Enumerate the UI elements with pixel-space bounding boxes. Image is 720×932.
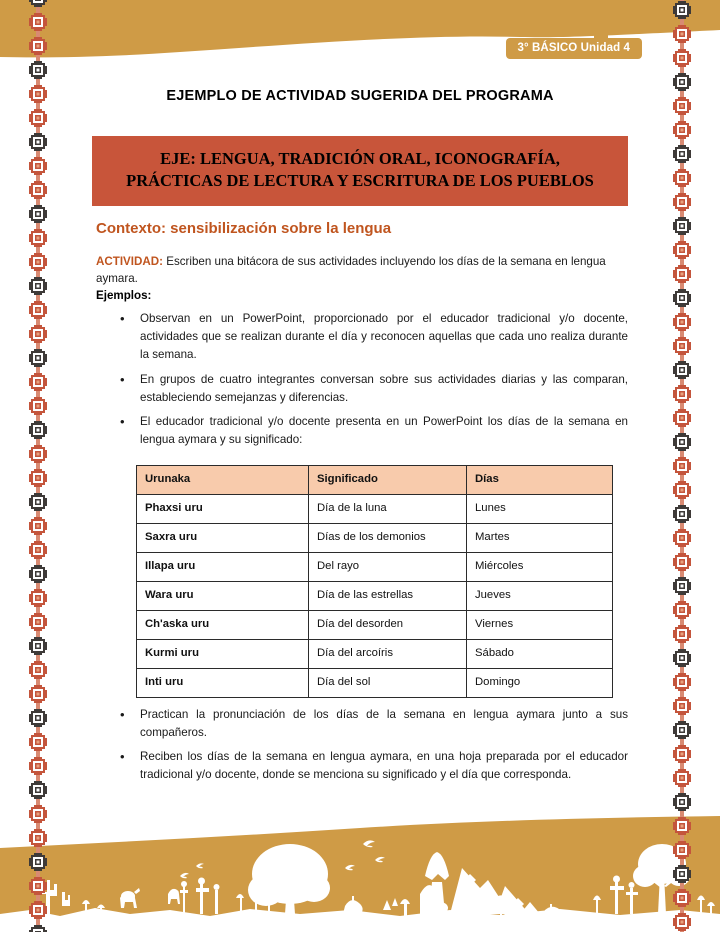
eje-banner: [92, 136, 628, 206]
cell-day: Miércoles: [467, 552, 613, 581]
table-row: [137, 494, 613, 523]
cell-meaning: Día de la luna: [309, 494, 467, 523]
list-item: • Reciben los días de la semana en lengua aymara, en una hoja preparada por el educador tradicional y/o docente, donde se menciona su significado y el día que corresponda.: [118, 748, 628, 784]
cell-day: Jueves: [467, 581, 613, 610]
days-of-week-table: [136, 465, 613, 698]
cell-day: Sábado: [467, 639, 613, 668]
cell-term: Ch'aska uru: [137, 610, 309, 639]
activity-text: Escriben una bitácora de sus actividades incluyendo los días de la semana en lengua aymara.: [96, 254, 606, 285]
bullet-list-before-table: [118, 310, 628, 449]
table-row: [137, 639, 613, 668]
cell-meaning: Días de los demonios: [309, 523, 467, 552]
cell-day: Domingo: [467, 668, 613, 697]
column-header-urunaka: Urunaka: [137, 465, 309, 494]
footer-landscape-scene: [0, 806, 720, 932]
cell-day: Martes: [467, 523, 613, 552]
cell-day: Viernes: [467, 610, 613, 639]
column-header-dias: Días: [467, 465, 613, 494]
table-row: [137, 552, 613, 581]
cell-meaning: Día de las estrellas: [309, 581, 467, 610]
cell-term: Saxra uru: [137, 523, 309, 552]
table-row: [137, 610, 613, 639]
footer-decorative-band: [0, 806, 720, 932]
eje-banner-line2: PRÁCTICAS DE LECTURA Y ESCRITURA DE LOS PUEBLOS: [126, 171, 594, 191]
table-row: [137, 581, 613, 610]
list-item: • El educador tradicional y/o docente presenta en un PowerPoint los días de la semana en lengua aymara y su significado:: [118, 413, 628, 449]
activity-paragraph: [96, 253, 624, 288]
list-item: • Practican la pronunciación de los días de la semana en lengua aymara junto a sus compañeros.: [118, 706, 628, 742]
cell-term: Kurmi uru: [137, 639, 309, 668]
cell-meaning: Del rayo: [309, 552, 467, 581]
eje-banner-line1: EJE: LENGUA, TRADICIÓN ORAL, ICONOGRAFÍA,: [160, 149, 560, 168]
table-header-row: [137, 465, 613, 494]
examples-label: Ejemplos:: [96, 289, 152, 303]
list-item: • Observan en un PowerPoint, proporcionado por el educador tradicional y/o docente, actividades que se realizan durante el día y reconocen aquellas que cada uno realiza durante la semana.: [118, 310, 628, 364]
table-row: [137, 523, 613, 552]
cell-meaning: Día del arcoíris: [309, 639, 467, 668]
cell-meaning: Día del sol: [309, 668, 467, 697]
cell-term: Inti uru: [137, 668, 309, 697]
unit-badge: 3° BÁSICO Unidad 4: [506, 38, 642, 59]
cell-term: Phaxsi uru: [137, 494, 309, 523]
list-item: • En grupos de cuatro integrantes conversan sobre sus actividades diarias y las comparan, estableciendo semejanzas y diferencias.: [118, 371, 628, 407]
activity-label: ACTIVIDAD:: [96, 254, 163, 268]
cell-day: Lunes: [467, 494, 613, 523]
cell-term: Wara uru: [137, 581, 309, 610]
bullet-list-after-table: [118, 706, 628, 784]
column-header-significado: Significado: [309, 465, 467, 494]
cell-term: Illapa uru: [137, 552, 309, 581]
table-row: [137, 668, 613, 697]
cell-meaning: Día del desorden: [309, 610, 467, 639]
page-title: EJEMPLO DE ACTIVIDAD SUGERIDA DEL PROGRAMA: [166, 88, 554, 104]
context-heading: Contexto: sensibilización sobre la lengua: [96, 219, 392, 237]
